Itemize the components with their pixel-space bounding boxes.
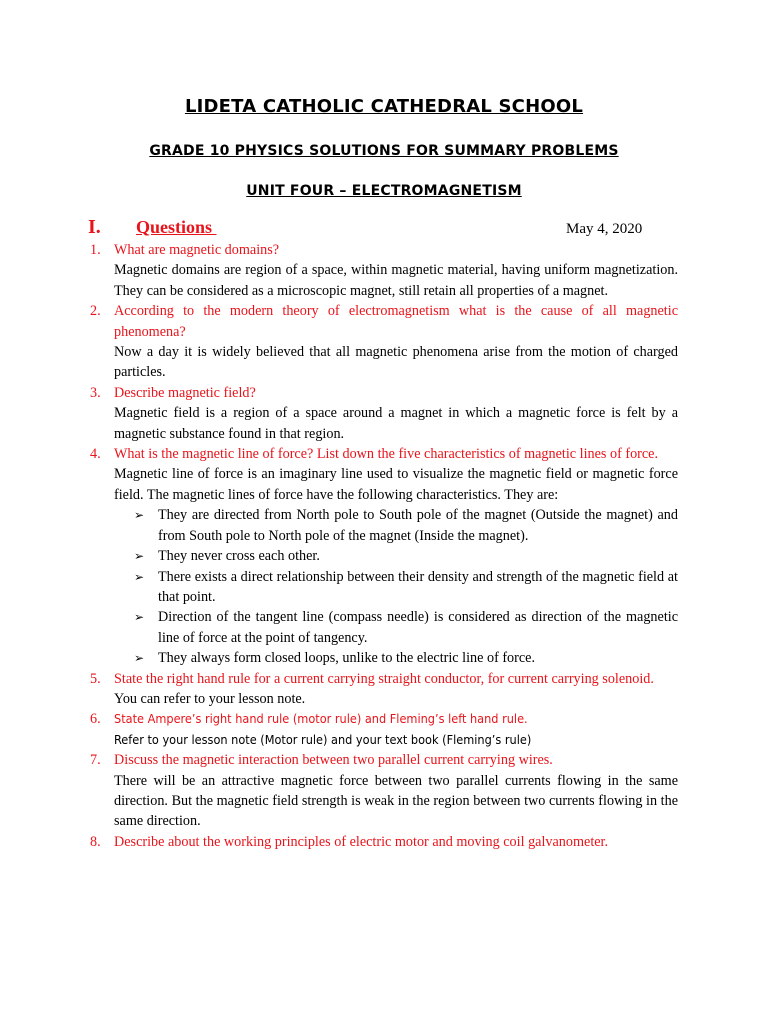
answer-text: Magnetic domains are region of a space, within magnetic material, having uniform magnetization. They can be considered as a microscopic magnet, still retain all properties of a magnet. [114,262,678,299]
arrow-bullet-icon: ➢ [134,610,145,625]
list-item [134,567,678,608]
school-name: LIDETA CATHOLIC CATHEDRAL SCHOOL [184,96,584,117]
section-title: Questions [136,217,217,237]
question [90,709,678,729]
answer-text: Refer to your lesson note (Motor rule) and your text book (Fleming’s rule) [114,731,532,747]
list-item-text: Direction of the tangent line (compass needle) is considered as direction of the magnetic line of force at the point of tangency. [158,609,678,646]
list-item-text: They never cross each other. [158,548,320,565]
arrow-bullet-icon: ➢ [134,651,145,666]
question [90,240,678,260]
arrow-bullet-icon: ➢ [134,508,145,523]
answer-text: Magnetic field is a region of a space around a magnet in which a magnetic force is felt by a magnetic substance found in that region. [114,405,678,442]
question-text: Describe about the working principles of electric motor and moving coil galvanometer. [114,833,609,850]
question-number: 1. [90,242,101,258]
question-text: What is the magnetic line of force? List down the five characteristics of magnetic lines of force. [114,446,659,463]
list-item-text: There exists a direct relationship between their density and strength of the magnetic field at that point. [158,568,678,605]
list-item [134,607,678,648]
list-item [134,648,678,668]
answer-text: There will be an attractive magnetic force between two parallel currents flowing in the same direction. But the magnetic field strength is weak in the region between two currents flowing in the same direction. [114,772,678,830]
question-number: 8. [90,833,101,850]
question-number: 5. [90,670,101,687]
question [90,383,678,403]
section-numeral: I. [88,216,101,238]
question-text: Discuss the magnetic interaction between two parallel current carrying wires. [114,752,553,769]
document-date: May 4, 2020 [566,221,643,237]
question-text: Describe magnetic field? [114,384,256,401]
answer-text: You can refer to your lesson note. [114,690,306,707]
question-text: State the right hand rule for a current carrying straight conductor, for current carrying solenoid. [114,670,654,687]
question-number: 6. [90,711,101,728]
arrow-bullet-icon: ➢ [134,569,145,584]
question-number: 2. [90,303,101,320]
question-number: 7. [90,752,101,769]
unit-title: UNIT FOUR – ELECTROMAGNETISM [246,183,522,199]
question [90,832,678,852]
list-item-text: They always form closed loops, unlike to the electric line of force. [158,650,536,667]
question-text: What are magnetic domains? [114,242,280,258]
question-number: 3. [90,384,101,401]
question [90,301,678,342]
question-number: 4. [90,446,101,463]
question [90,444,678,464]
question-text: According to the modern theory of electromagnetism what is the cause of all magnetic phenomena? [114,303,678,340]
question [90,669,678,689]
question-text: State Ampere’s right hand rule (motor rule) and Fleming’s left hand rule. [114,711,528,727]
answer-text: Magnetic line of force is an imaginary line used to visualize the magnetic field or magnetic force field. The magnetic lines of force have the following characteristics. They are: [114,466,678,503]
section-header [88,216,688,242]
list-item [134,505,678,546]
list-item-text: They are directed from North pole to South pole of the magnet (Outside the magnet) and from South pole to North pole of the magnet (Inside the magnet). [158,507,678,544]
question [90,750,678,770]
list-item [134,546,678,566]
arrow-bullet-icon: ➢ [134,549,145,564]
characteristics-list [90,505,678,668]
document-title: GRADE 10 PHYSICS SOLUTIONS FOR SUMMARY PROBLEMS [149,143,619,159]
answer-text: Now a day it is widely believed that all magnetic phenomena arise from the motion of charged particles. [114,344,678,381]
question-list [90,240,678,852]
